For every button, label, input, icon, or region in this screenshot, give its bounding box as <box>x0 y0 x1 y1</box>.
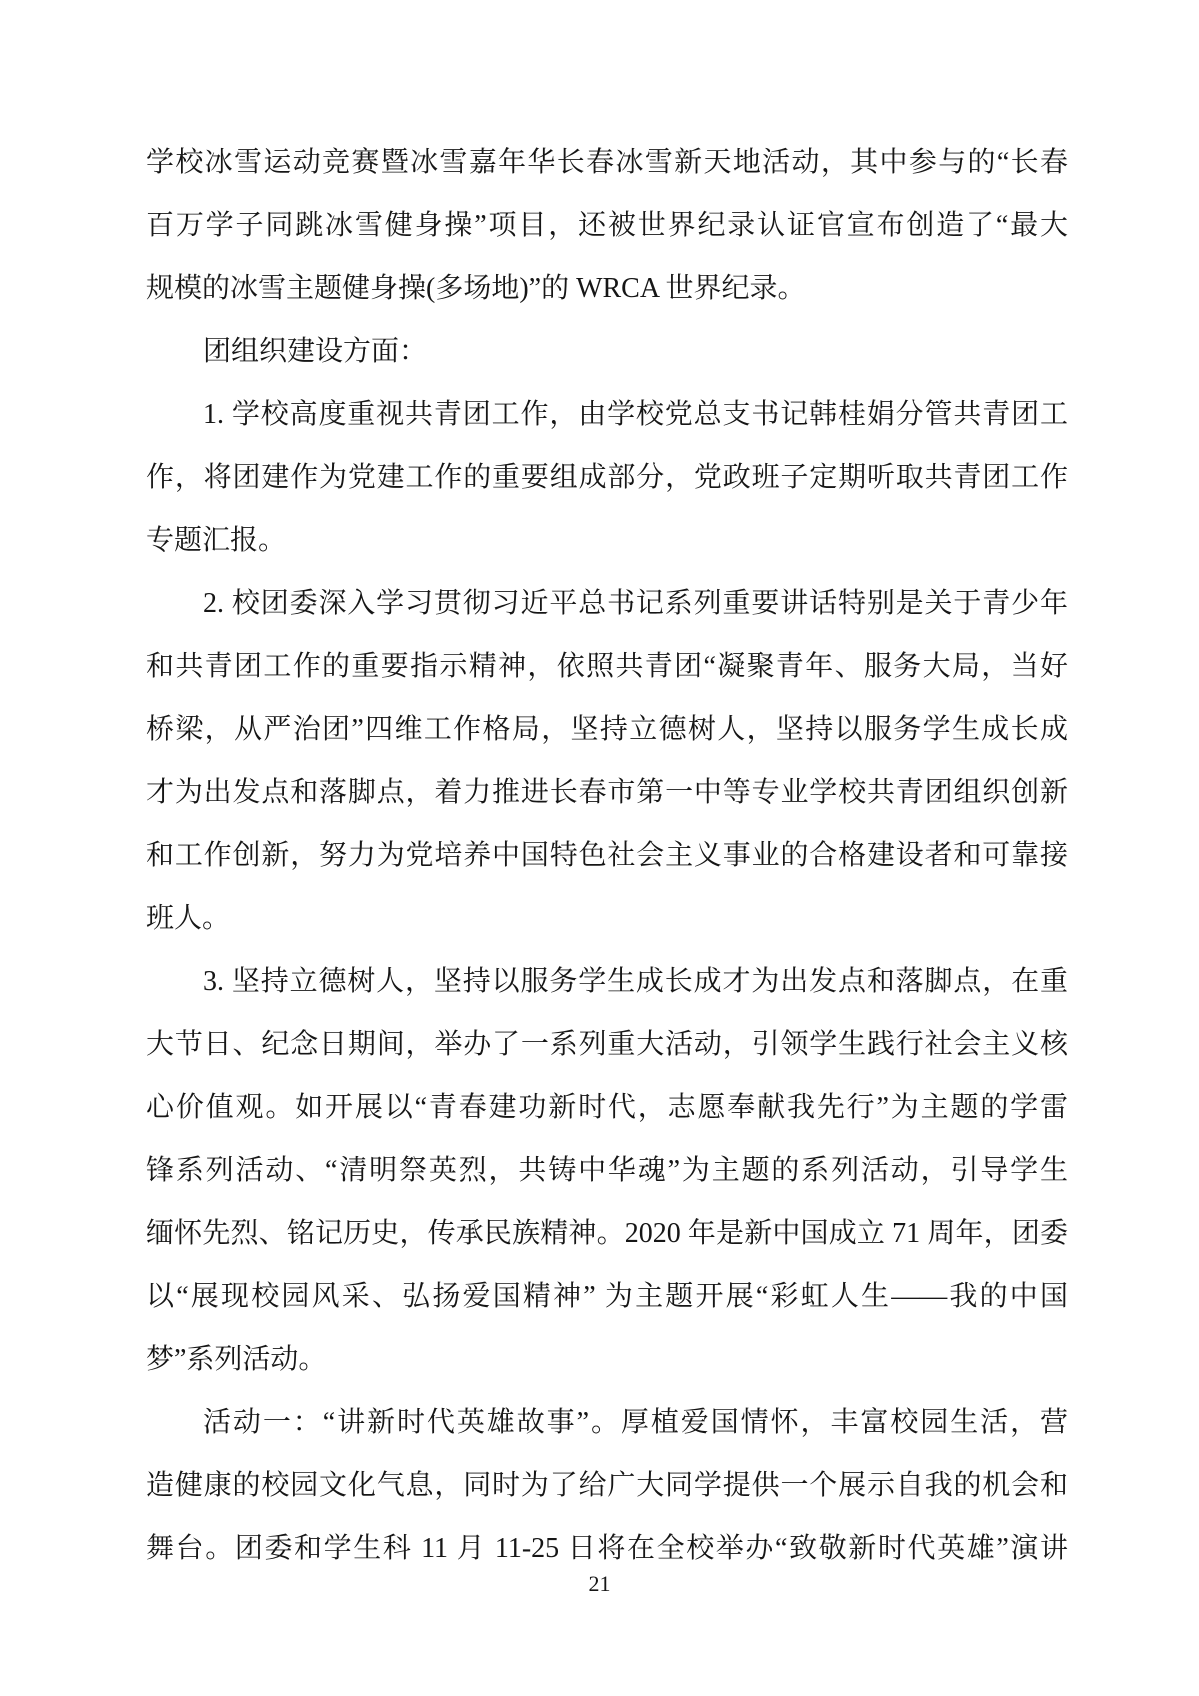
body-text <box>146 131 1068 1580</box>
text-line: 2. 校团委深入学习贯彻习近平总书记系列重要讲话特别是关于青少年 <box>203 588 1068 619</box>
section-heading: 团组织建设方面： <box>203 336 428 367</box>
text-line: 桥梁，从严治团”四维工作格局，坚持立德树人，坚持以服务学生成长成 <box>146 714 1068 745</box>
text-line: 班人。 <box>146 903 231 934</box>
text-line: 和工作创新，努力为党培养中国特色社会主义事业的合格建设者和可靠接 <box>146 840 1068 871</box>
text-line: 活动一：“讲新时代英雄故事”。厚植爱国情怀，丰富校园生活，营 <box>203 1407 1068 1438</box>
text-line: 梦”系列活动。 <box>146 1344 327 1375</box>
text-line: 3. 坚持立德树人，坚持以服务学生成长成才为出发点和落脚点，在重 <box>203 966 1068 997</box>
text-line: 作，将团建作为党建工作的重要组成部分，党政班子定期听取共青团工作 <box>146 462 1068 493</box>
text-line: 和共青团工作的重要指示精神，依照共青团“凝聚青年、服务大局，当好 <box>146 651 1068 682</box>
text-line: 锋系列活动、“清明祭英烈，共铸中华魂”为主题的系列活动，引导学生 <box>146 1155 1068 1186</box>
text-line: 1. 学校高度重视共青团工作，由学校党总支书记韩桂娟分管共青团工 <box>203 399 1068 430</box>
page-number: 21 <box>588 1571 611 1596</box>
text-line: 舞台。团委和学生科 11 月 11-25 日将在全校举办“致敬新时代英雄”演讲 <box>146 1533 1068 1564</box>
text-line: 心价值观。如开展以“青春建功新时代，志愿奉献我先行”为主题的学雷 <box>146 1092 1068 1123</box>
text-line: 规模的冰雪主题健身操(多场地)”的 WRCA 世界纪录。 <box>146 273 806 304</box>
text-line: 专题汇报。 <box>146 525 287 556</box>
text-line: 百万学子同跳冰雪健身操”项目，还被世界纪录认证官宣布创造了“最大 <box>146 210 1068 241</box>
text-line: 缅怀先烈、铭记历史，传承民族精神。2020 年是新中国成立 71 周年，团委 <box>146 1218 1068 1249</box>
text-line: 造健康的校园文化气息，同时为了给广大同学提供一个展示自我的机会和 <box>146 1470 1068 1501</box>
text-line: 以“展现校园风采、弘扬爱国精神” 为主题开展“彩虹人生——我的中国 <box>146 1281 1068 1312</box>
text-line: 大节日、纪念日期间，举办了一系列重大活动，引领学生践行社会主义核 <box>146 1029 1068 1060</box>
text-line: 才为出发点和落脚点，着力推进长春市第一中等专业学校共青团组织创新 <box>146 777 1068 808</box>
text-line: 学校冰雪运动竞赛暨冰雪嘉年华长春冰雪新天地活动，其中参与的“长春 <box>146 147 1068 178</box>
